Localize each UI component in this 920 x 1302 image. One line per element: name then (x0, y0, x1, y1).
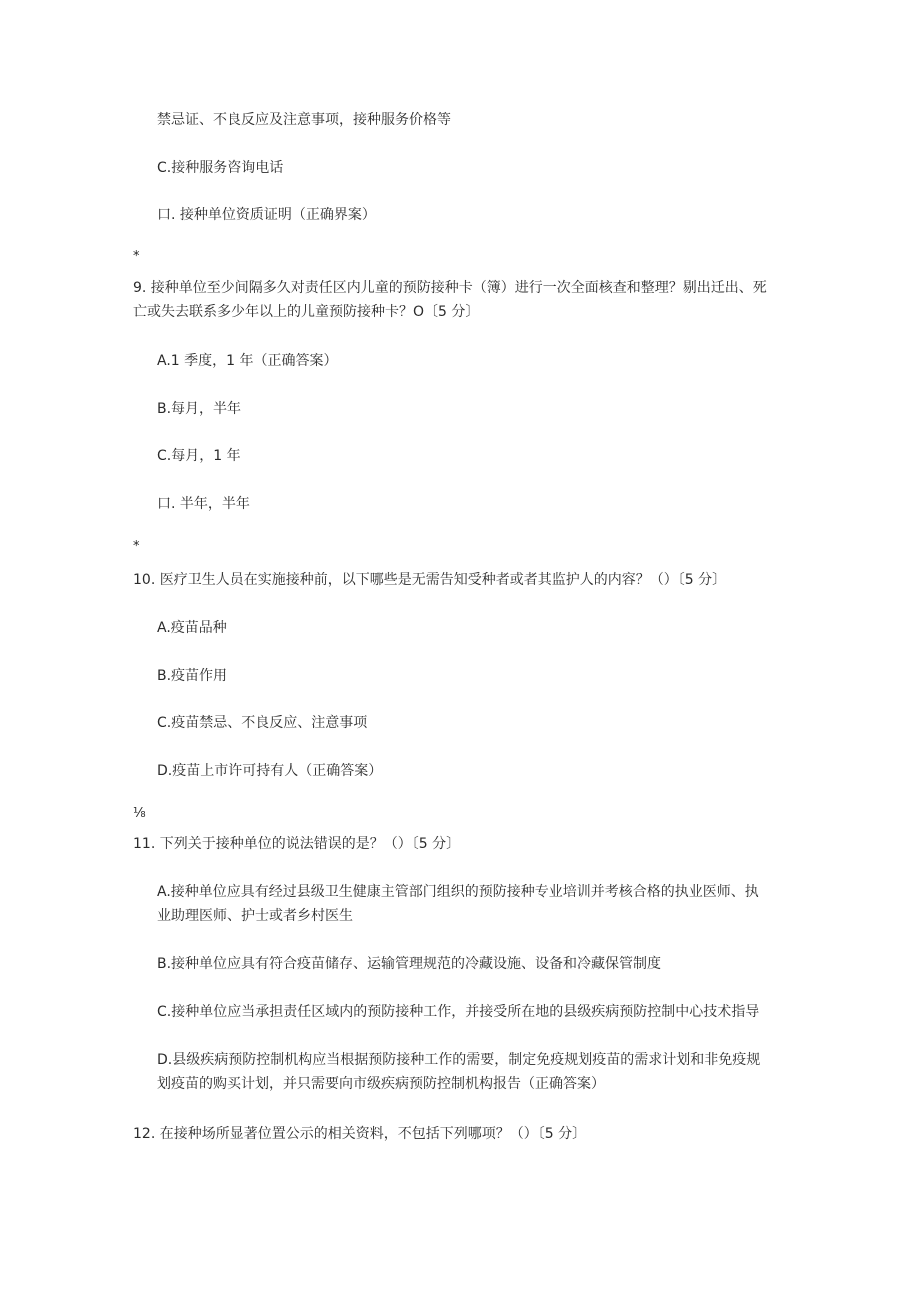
separator-marker: ⅛ (133, 806, 146, 821)
q11-option-a-line1: A.接种单位应具有经过县级卫生健康主管部门组织的预防接种专业培训并考核合格的执业医师、执 (157, 884, 759, 900)
q11-option-d-line1: D.县级疾病预防控制机构应当根据预防接种工作的需要，制定免疫规划疫苗的需求计划和非免疫规 (157, 1052, 761, 1068)
separator-marker: * (133, 539, 140, 554)
q9-option-d: 口. 半年，半年 (157, 496, 250, 512)
q11-option-a-line2: 业助理医师、护士或者乡村医生 (157, 908, 353, 924)
q12-question: 12. 在接种场所显著位置公示的相关资料，不包括下列哪项？（）〔5 分〕 (133, 1126, 587, 1142)
q11-option-b: B.接种单位应具有符合疫苗储存、运输管理规范的冷藏设施、设备和冷藏保管制度 (157, 956, 662, 972)
q9-question-line1: 9. 接种单位至少间隔多久对责任区内儿童的预防接种卡（簿）进行一次全面核查和整理？剔出迁出、死 (133, 280, 767, 296)
q10-question: 10. 医疗卫生人员在实施接种前，以下哪些是无需告知受种者或者其监护人的内容？（）〔5 分〕 (133, 572, 727, 588)
q9-question-line2: 亡或失去联系多少年以上的儿童预防接种卡？O〔5 分〕 (133, 304, 480, 320)
separator-marker: * (133, 249, 140, 264)
q11-question: 11. 下列关于接种单位的说法错误的是？（）〔5 分〕 (133, 836, 461, 852)
q8-option-c: C.接种服务咨询电话 (157, 160, 284, 176)
q8-option-b-continuation: 禁忌证、不良反应及注意事项，接种服务价格等 (157, 112, 451, 128)
q9-option-c: C.每月，1 年 (157, 448, 241, 464)
q10-option-d: D.疫苗上市许可持有人（正确答案） (157, 763, 383, 779)
q10-option-a: A.疫苗品种 (157, 620, 227, 636)
q8-option-d: 口. 接种单位资质证明（正确界案） (157, 207, 376, 223)
q10-option-b: B.疫苗作用 (157, 668, 228, 684)
q10-option-c: C.疫苗禁忌、不良反应、注意事项 (157, 715, 368, 731)
q11-option-c: C.接种单位应当承担责任区域内的预防接种工作，并接受所在地的县级疾病预防控制中心技术指导 (157, 1004, 760, 1020)
q9-option-a: A.1 季度，1 年（正确答案） (157, 353, 338, 369)
q9-option-b: B.每月，半年 (157, 401, 242, 417)
q11-option-d-line2: 划疫苗的购买计划，并只需要向市级疾病预防控制机构报告（正确答案） (157, 1076, 605, 1092)
